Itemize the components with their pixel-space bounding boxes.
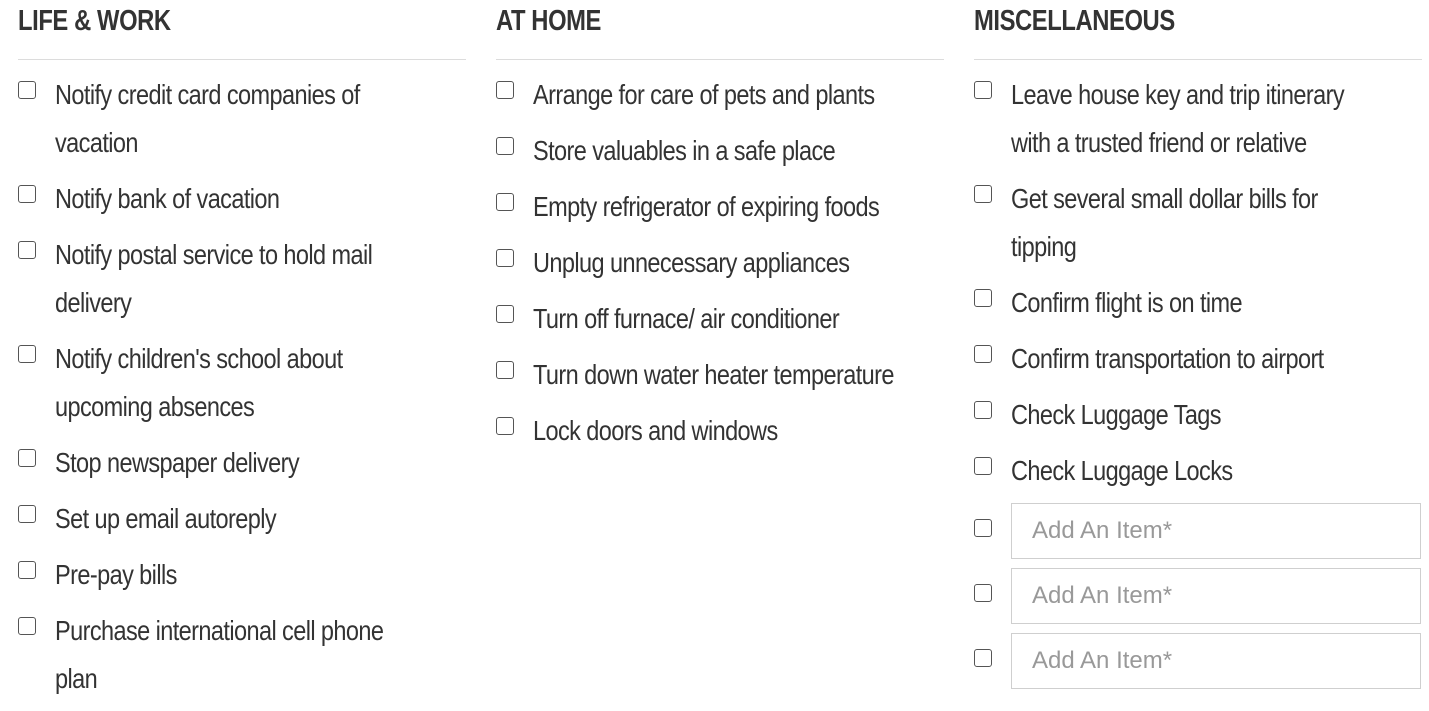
checkbox[interactable] <box>974 401 992 419</box>
checklist-item[interactable] <box>496 239 944 287</box>
item-label[interactable]: Turn off furnace/ air conditioner <box>533 303 840 334</box>
item-label[interactable]: Notify credit card companies of vacation <box>55 79 360 158</box>
add-item-input[interactable] <box>1011 568 1421 624</box>
checkbox[interactable] <box>18 81 36 99</box>
item-label[interactable]: Notify children's school about upcoming absences <box>55 343 343 422</box>
item-label[interactable]: Set up email autoreply <box>55 503 277 534</box>
checklist-item[interactable] <box>496 351 944 399</box>
item-label[interactable]: Turn down water heater temperature <box>533 359 894 390</box>
checklist-item[interactable] <box>974 175 1422 271</box>
item-label[interactable]: Empty refrigerator of expiring foods <box>533 191 880 222</box>
item-label[interactable]: Leave house key and trip itinerary with a trusted friend or relative <box>1011 79 1345 158</box>
checkbox[interactable] <box>974 457 992 475</box>
item-label[interactable]: Arrange for care of pets and plants <box>533 79 875 110</box>
checklist-item[interactable] <box>974 335 1422 383</box>
checklist-item[interactable] <box>496 295 944 343</box>
checklist-item[interactable] <box>974 447 1422 495</box>
item-label[interactable]: Purchase international cell phone plan <box>55 615 384 694</box>
at-home-column <box>496 0 944 463</box>
checklist-item[interactable] <box>496 71 944 119</box>
checkbox[interactable] <box>496 361 514 379</box>
checklist-item[interactable] <box>496 407 944 455</box>
checklist-item[interactable] <box>18 71 466 167</box>
checklist-item[interactable] <box>18 175 466 223</box>
item-label[interactable]: Check Luggage Locks <box>1011 455 1233 486</box>
item-label[interactable]: Get several small dollar bills for tipping <box>1011 183 1318 262</box>
life-work-column <box>18 0 466 711</box>
item-label[interactable]: Unplug unnecessary appliances <box>533 247 850 278</box>
checkbox[interactable] <box>496 137 514 155</box>
at-home-divider <box>496 59 944 60</box>
checklist-item[interactable] <box>18 607 466 703</box>
checklist-item[interactable] <box>18 551 466 599</box>
item-label[interactable]: Stop newspaper delivery <box>55 447 300 478</box>
item-label[interactable]: Pre-pay bills <box>55 559 177 590</box>
add-item-input[interactable] <box>1011 633 1421 689</box>
checkbox[interactable] <box>974 289 992 307</box>
checklist-item[interactable] <box>18 231 466 327</box>
checkbox[interactable] <box>18 185 36 203</box>
checkbox[interactable] <box>18 561 36 579</box>
checkbox[interactable] <box>18 345 36 363</box>
life-work-heading: LIFE & WORK <box>18 5 171 37</box>
checklist-item[interactable] <box>496 183 944 231</box>
checklist-item[interactable] <box>974 71 1422 167</box>
add-item-row <box>974 568 1422 624</box>
checkbox[interactable] <box>974 345 992 363</box>
checkbox[interactable] <box>18 617 36 635</box>
add-item-row <box>974 633 1422 689</box>
checkbox[interactable] <box>18 449 36 467</box>
life-work-divider <box>18 59 466 60</box>
checkbox[interactable] <box>18 241 36 259</box>
checklist-item[interactable] <box>18 495 466 543</box>
checkbox[interactable] <box>974 519 992 537</box>
add-item-input[interactable] <box>1011 503 1421 559</box>
checkbox[interactable] <box>974 81 992 99</box>
life-work-list <box>18 71 466 703</box>
checklist-item[interactable] <box>496 127 944 175</box>
checkbox[interactable] <box>496 417 514 435</box>
item-label[interactable]: Check Luggage Tags <box>1011 399 1221 430</box>
item-label[interactable]: Store valuables in a safe place <box>533 135 836 166</box>
miscellaneous-list <box>974 71 1422 689</box>
checkbox[interactable] <box>496 249 514 267</box>
item-label[interactable]: Notify postal service to hold mail delivery <box>55 239 373 318</box>
miscellaneous-divider <box>974 59 1422 60</box>
checklist-item[interactable] <box>18 439 466 487</box>
item-label[interactable]: Confirm transportation to airport <box>1011 343 1324 374</box>
add-item-row <box>974 503 1422 559</box>
checkbox[interactable] <box>18 505 36 523</box>
miscellaneous-heading: MISCELLANEOUS <box>974 5 1175 37</box>
checklist-item[interactable] <box>18 335 466 431</box>
checklist-item[interactable] <box>974 391 1422 439</box>
checkbox[interactable] <box>496 81 514 99</box>
item-label[interactable]: Notify bank of vacation <box>55 183 280 214</box>
item-label[interactable]: Lock doors and windows <box>533 415 778 446</box>
checkbox[interactable] <box>496 305 514 323</box>
miscellaneous-column <box>974 0 1422 698</box>
checkbox[interactable] <box>496 193 514 211</box>
checkbox[interactable] <box>974 584 992 602</box>
item-label[interactable]: Confirm flight is on time <box>1011 287 1243 318</box>
at-home-list <box>496 71 944 455</box>
checkbox[interactable] <box>974 185 992 203</box>
checklist-item[interactable] <box>974 279 1422 327</box>
checkbox[interactable] <box>974 649 992 667</box>
at-home-heading: AT HOME <box>496 5 602 37</box>
